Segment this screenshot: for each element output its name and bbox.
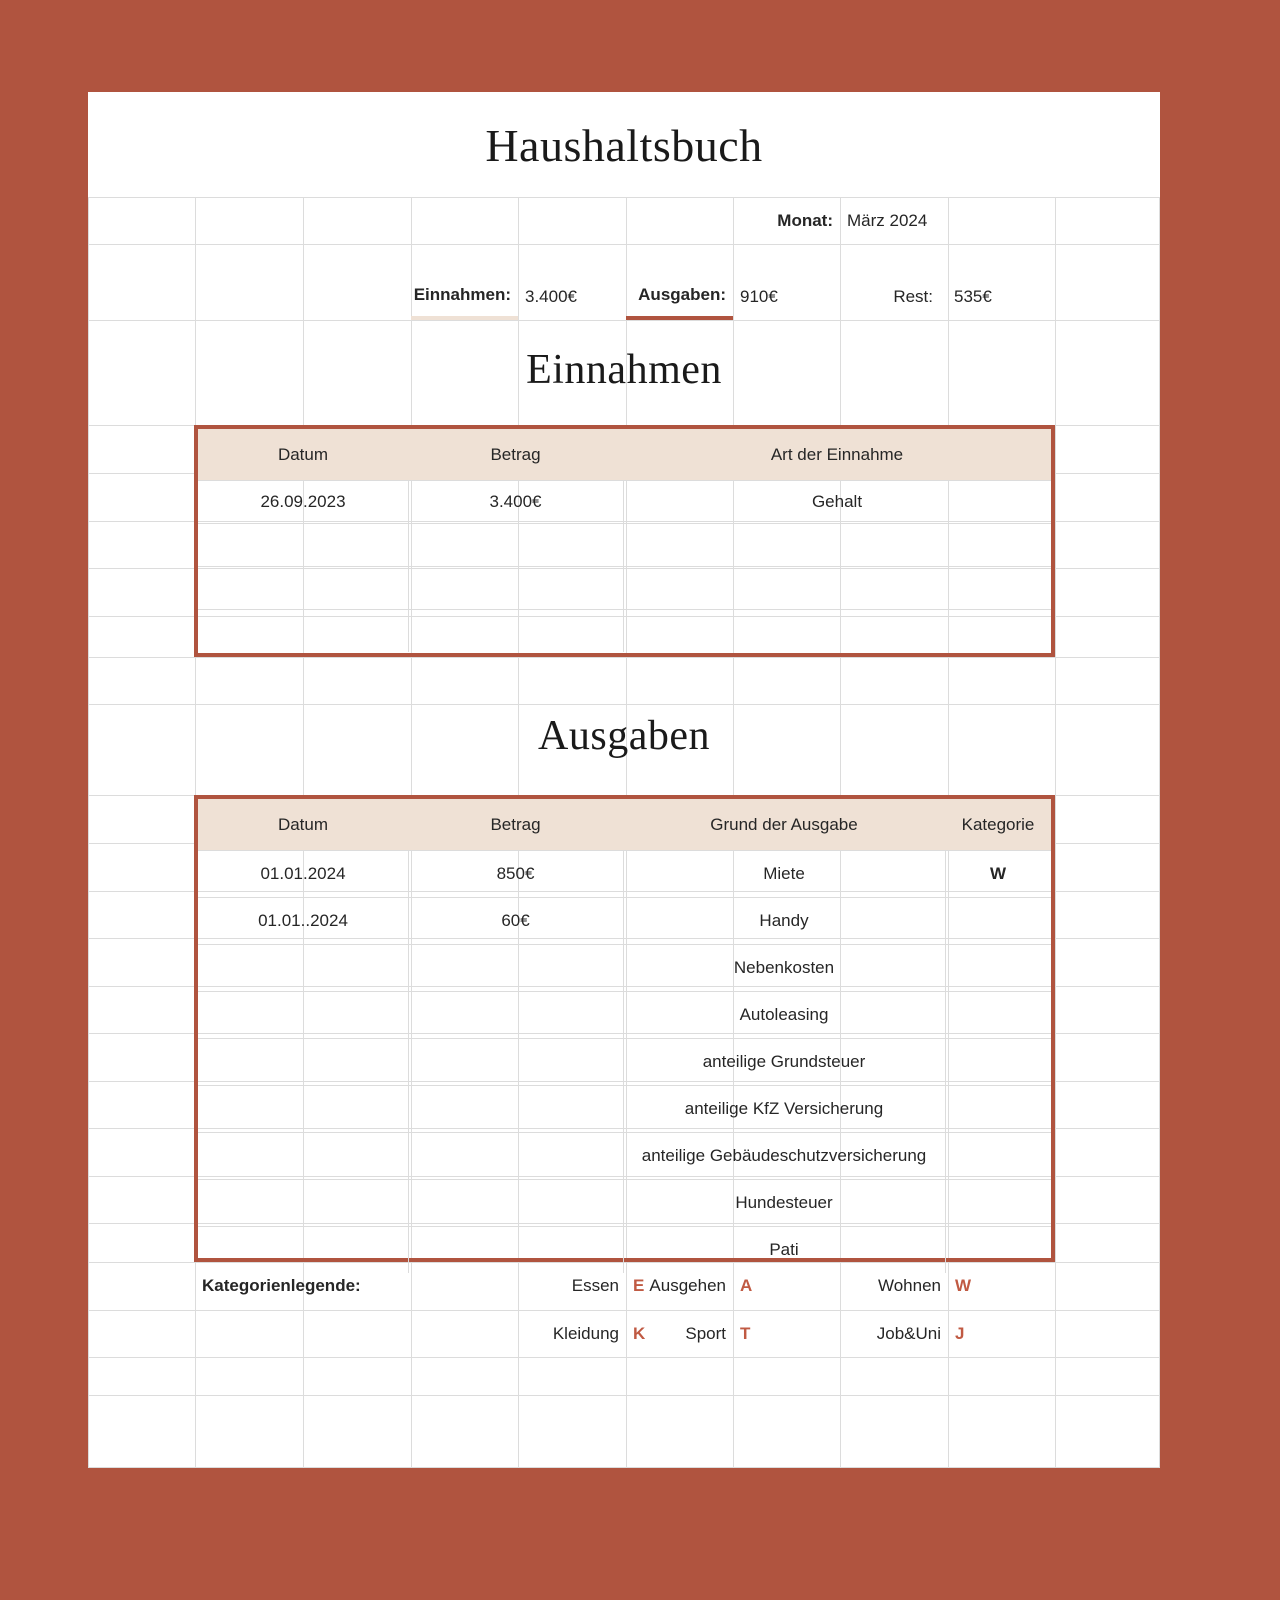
grid-row-line [88,320,1160,321]
ausgaben-cell-datum[interactable] [198,1085,408,1132]
legend-label: Job&Uni [876,1324,941,1343]
einnahmen-cell-betrag[interactable]: 3.400€ [489,491,542,511]
ausgaben-summary-label: Ausgaben: [626,273,733,320]
einnahmen-cell-datum[interactable]: 26.09.2023 [260,491,346,511]
table-row-divider [198,944,1051,945]
ausgaben-cell-betrag[interactable] [408,944,623,991]
ausgaben-cell-datum[interactable]: 01.01..2024 [258,910,348,930]
einnahmen-cell-betrag[interactable] [408,609,623,652]
legend-code: W [955,1276,972,1295]
einnahmen-cell-art[interactable]: Gehalt [811,491,863,511]
ausgaben-cell-kategorie[interactable] [945,991,1051,1038]
ausgaben-cell-betrag[interactable] [408,1132,623,1179]
einnahmen-cell-art[interactable] [623,523,1051,566]
einnahmen-cell-art[interactable] [623,609,1051,652]
einnahmen-column-header: Betrag [490,444,541,464]
table-row-divider [198,566,1051,567]
legend-label: Sport [685,1324,726,1343]
ausgaben-cell-datum[interactable] [198,944,408,991]
legend-label: Kleidung [552,1324,619,1343]
table-row-divider [198,1132,1051,1133]
ausgaben-column-header: Grund der Ausgabe [710,814,858,834]
grid-row-line [88,1467,1160,1468]
table-column-divider [408,480,409,652]
legend-code: T [740,1324,751,1343]
legend-label: Ausgehen [649,1276,726,1295]
ausgaben-cell-datum[interactable] [198,1132,408,1179]
ausgaben-table [194,795,1055,1262]
ausgaben-cell-grund[interactable]: anteilige Grundsteuer [702,1051,866,1071]
legend-label: Essen [571,1276,619,1295]
table-row-divider [198,850,1051,851]
ausgaben-cell-kategorie[interactable] [945,944,1051,991]
ausgaben-cell-betrag[interactable]: 60€ [501,910,530,930]
legend-code: K [633,1324,646,1343]
ausgaben-cell-kategorie[interactable] [945,1179,1051,1226]
table-row-divider [198,609,1051,610]
ausgaben-cell-kategorie[interactable] [945,1132,1051,1179]
einnahmen-cell-art[interactable] [623,566,1051,609]
table-row-divider [198,523,1051,524]
table-row-divider [198,1038,1051,1039]
ausgaben-cell-betrag[interactable] [408,991,623,1038]
ausgaben-cell-betrag[interactable] [408,1038,623,1085]
grid-row-line [88,657,1160,658]
einnahmen-cell-datum[interactable] [198,523,408,566]
grid-row-line [88,1395,1160,1396]
ausgaben-cell-grund[interactable]: Nebenkosten [733,957,835,977]
table-row-divider [198,897,1051,898]
ausgaben-cell-kategorie[interactable] [945,897,1051,944]
table-row-divider [198,480,1051,481]
einnahmen-cell-betrag[interactable] [408,523,623,566]
ausgaben-summary-value[interactable]: 910€ [740,286,778,306]
ausgaben-cell-kategorie[interactable] [945,1038,1051,1085]
table-column-divider [623,480,624,652]
legend-label: Wohnen [877,1276,941,1295]
einnahmen-cell-datum[interactable] [198,566,408,609]
ausgaben-cell-grund[interactable]: Autoleasing [739,1004,829,1024]
einnahmen-table [194,425,1055,657]
legend-code: A [740,1276,753,1295]
legend-code: J [955,1324,965,1343]
ausgaben-cell-betrag[interactable] [408,1085,623,1132]
ausgaben-cell-betrag[interactable]: 850€ [496,863,535,883]
grid-row-line [88,704,1160,705]
ausgaben-cell-grund[interactable]: Handy [759,910,809,930]
ausgaben-cell-datum[interactable] [198,991,408,1038]
ausgaben-column-header: Kategorie [961,814,1035,834]
ausgaben-cell-datum[interactable] [198,1038,408,1085]
rest-value[interactable]: 535€ [954,286,992,306]
ausgaben-cell-datum[interactable]: 01.01.2024 [260,863,346,883]
ausgaben-cell-grund[interactable]: Miete [763,863,805,883]
ausgaben-cell-grund[interactable]: Hundesteuer [735,1192,833,1212]
ausgaben-cell-grund[interactable]: anteilige Gebäudeschutzversicherung [641,1145,927,1165]
ausgaben-section-title: Ausgaben [538,713,710,759]
legend-title: Kategorienlegende: [202,1276,361,1295]
spreadsheet-page [88,92,1160,1467]
grid-row-line [88,197,1160,198]
table-row-divider [198,1226,1051,1227]
table-column-divider [408,850,409,1273]
legend-code: E [633,1276,645,1295]
ausgaben-cell-kategorie[interactable] [945,1085,1051,1132]
einnahmen-summary-value[interactable]: 3.400€ [525,286,577,306]
einnahmen-column-header: Datum [277,444,329,464]
einnahmen-section-title: Einnahmen [526,347,722,393]
einnahmen-summary-label: Einnahmen: [411,273,518,320]
monat-label: Monat: [777,210,833,230]
table-row-divider [198,991,1051,992]
grid-row-line [88,244,1160,245]
rest-label: Rest: [893,286,933,306]
ausgaben-cell-datum[interactable] [198,1179,408,1226]
ausgaben-cell-grund[interactable]: anteilige KfZ Versicherung [684,1098,884,1118]
ausgaben-cell-grund[interactable]: Pati [769,1239,799,1259]
table-row-divider [198,1179,1051,1180]
page-title: Haushaltsbuch [485,120,763,171]
monat-value[interactable]: März 2024 [847,210,928,230]
ausgaben-cell-betrag[interactable] [408,1179,623,1226]
ausgaben-cell-kategorie[interactable]: W [989,863,1007,883]
einnahmen-column-header: Art der Einnahme [770,444,904,464]
table-column-divider [945,850,946,1273]
table-row-divider [198,1085,1051,1086]
ausgaben-column-header: Betrag [490,814,541,834]
einnahmen-cell-betrag[interactable] [408,566,623,609]
ausgaben-column-header: Datum [277,814,329,834]
table-column-divider [623,850,624,1273]
einnahmen-cell-datum[interactable] [198,609,408,652]
